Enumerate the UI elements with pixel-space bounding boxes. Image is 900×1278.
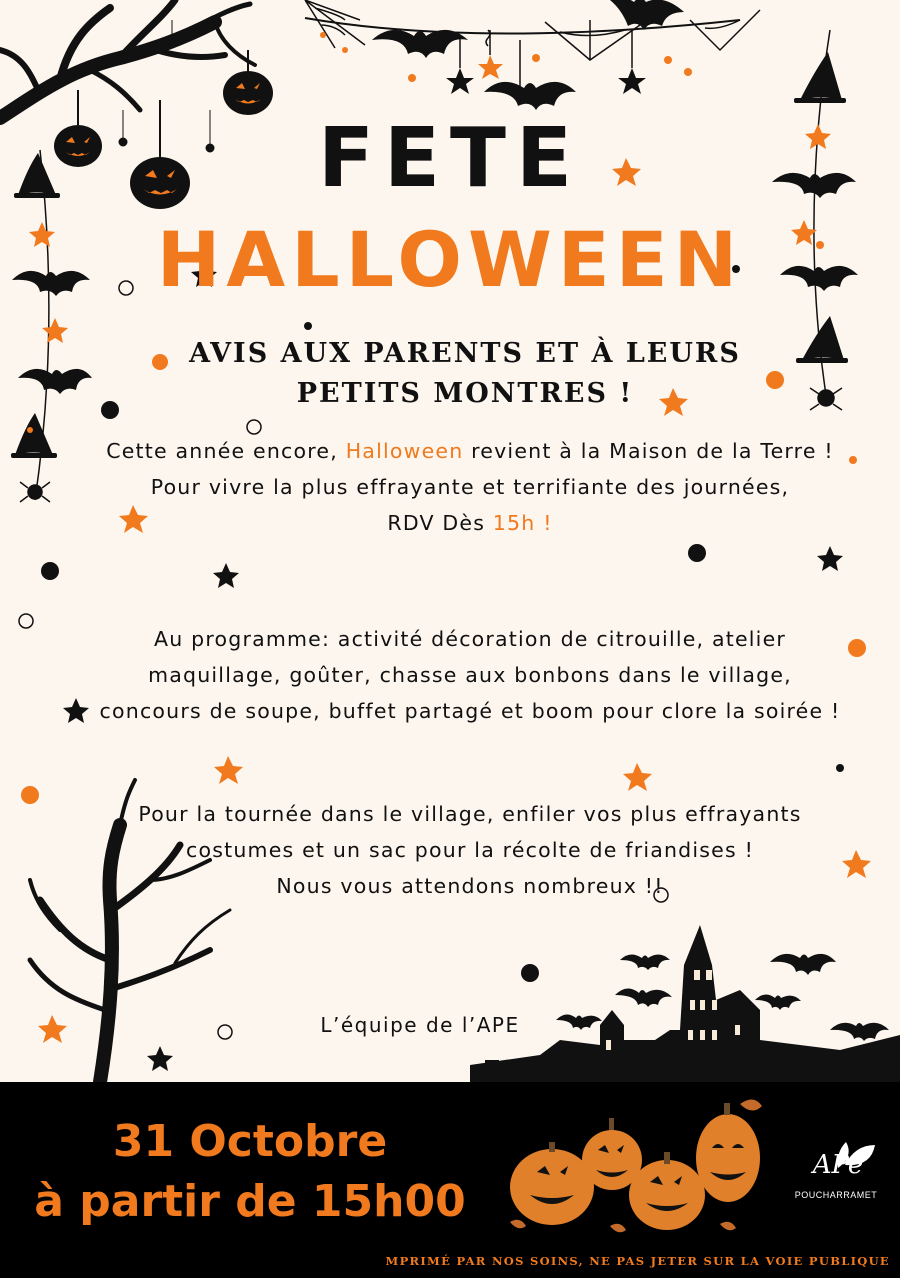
program-paragraph: Au programme: activité décoration de citrouille, atelier maquillage, goûter, chasse aux bonbons dans le village, concours de soupe, buffet partagé et boom pour clore la soirée !: [99, 627, 841, 723]
costume-paragraph: [95, 796, 845, 904]
subtitle-line1: AVIS AUX PARENTS ET À LEURS: [189, 338, 741, 369]
event-time: à partir de 15h00: [34, 1176, 466, 1227]
event-date: 31 Octobre: [112, 1116, 388, 1167]
title-halloween: HALLOWEEN: [156, 215, 744, 304]
subtitle-line2: PETITS MONTRES !: [296, 378, 634, 409]
jack-o-lantern-icon: [223, 50, 273, 115]
intro-text-1: Cette année encore,: [106, 439, 346, 463]
cobweb-icon: [305, 0, 760, 60]
footer-notice: MPRIMÉ PAR NOS SOINS, NE PAS JETER SUR LA VOIE PUBLIQUE: [385, 1254, 890, 1268]
intro-text-3: RDV Dès: [387, 511, 493, 535]
subtitle: [150, 334, 780, 414]
bat-icon: [372, 0, 684, 110]
intro-highlight-time: 15h !: [492, 511, 553, 535]
closing-text: Nous vous attendons nombreux !!: [276, 874, 664, 898]
tree-branch-icon: [0, 0, 255, 118]
ape-logo-text: APe: [812, 1150, 864, 1180]
haunted-house-icon: [470, 925, 900, 1082]
intro-highlight-halloween: Halloween: [345, 439, 464, 463]
intro-paragraph: [95, 433, 845, 541]
title-fete: FETE: [318, 111, 582, 206]
costume-text: Pour la tournée dans le village, enfiler vos plus effrayants costumes et un sac pour la récolte de friandises !: [138, 802, 802, 862]
ape-logo-subtext: POUCHARRAMET: [794, 1190, 878, 1200]
signature: L’équipe de l’APE: [320, 1013, 520, 1037]
intro-text-2: revient à la Maison de la Terre ! Pour vivre la plus effrayante et terrifiante des journées,: [150, 439, 834, 499]
